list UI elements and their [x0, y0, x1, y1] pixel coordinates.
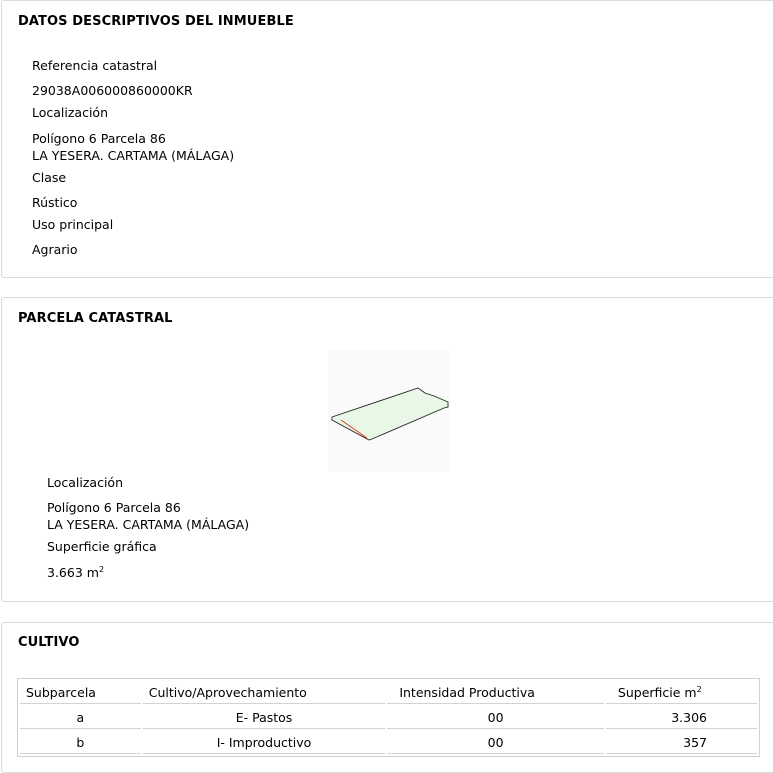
descriptive-data-panel — [1, 0, 773, 278]
crop-table — [17, 678, 760, 757]
cell-area: 357 — [606, 731, 757, 754]
cell-subparcel: b — [20, 731, 141, 754]
parcel-shape — [328, 350, 450, 472]
panel-title: DATOS DESCRIPTIVOS DEL INMUEBLE — [18, 14, 294, 29]
cadastral-reference-value: 29038A006000860000KR — [32, 83, 193, 98]
location-line-1: Polígono 6 Parcela 86 — [32, 131, 166, 146]
parcel-map — [328, 350, 450, 472]
panel-title: CULTIVO — [18, 635, 80, 650]
class-label: Clase — [32, 170, 67, 185]
header-area-exponent: 2 — [696, 684, 702, 694]
location-line-1: Polígono 6 Parcela 86 — [47, 500, 181, 515]
table-row — [20, 706, 757, 729]
parcel-polygon — [332, 388, 448, 440]
header-crop: Cultivo/Aprovechamiento — [143, 681, 386, 704]
graphic-area-unit-exponent: 2 — [98, 565, 105, 574]
graphic-area-label: Superficie gráfica — [47, 539, 157, 554]
cell-intensity: 00 — [387, 731, 604, 754]
main-use-label: Uso principal — [32, 217, 114, 232]
header-subparcel: Subparcela — [20, 681, 141, 704]
cell-crop: E- Pastos — [143, 706, 386, 729]
table-header-row — [20, 681, 757, 704]
table-row — [20, 731, 757, 754]
graphic-area-value — [47, 564, 104, 583]
cadastral-reference-label: Referencia catastral — [32, 58, 158, 73]
cadastral-parcel-panel — [1, 297, 773, 602]
graphic-area-number: 3.663 m — [47, 565, 99, 580]
cell-area: 3.306 — [606, 706, 757, 729]
location-label: Localización — [32, 105, 109, 120]
header-area-text: Superficie m — [617, 684, 697, 700]
crop-panel — [1, 622, 773, 773]
location-label: Localización — [47, 475, 124, 490]
class-value: Rústico — [32, 195, 78, 210]
header-intensity: Intensidad Productiva — [387, 681, 604, 704]
cell-intensity: 00 — [387, 706, 604, 729]
cell-crop: I- Improductivo — [143, 731, 386, 754]
main-use-value: Agrario — [32, 242, 78, 257]
cell-subparcel: a — [20, 706, 141, 729]
location-line-2: LA YESERA. CARTAMA (MÁLAGA) — [47, 517, 250, 532]
header-area — [606, 681, 757, 704]
location-line-2: LA YESERA. CARTAMA (MÁLAGA) — [32, 148, 235, 163]
panel-title: PARCELA CATASTRAL — [18, 311, 173, 326]
